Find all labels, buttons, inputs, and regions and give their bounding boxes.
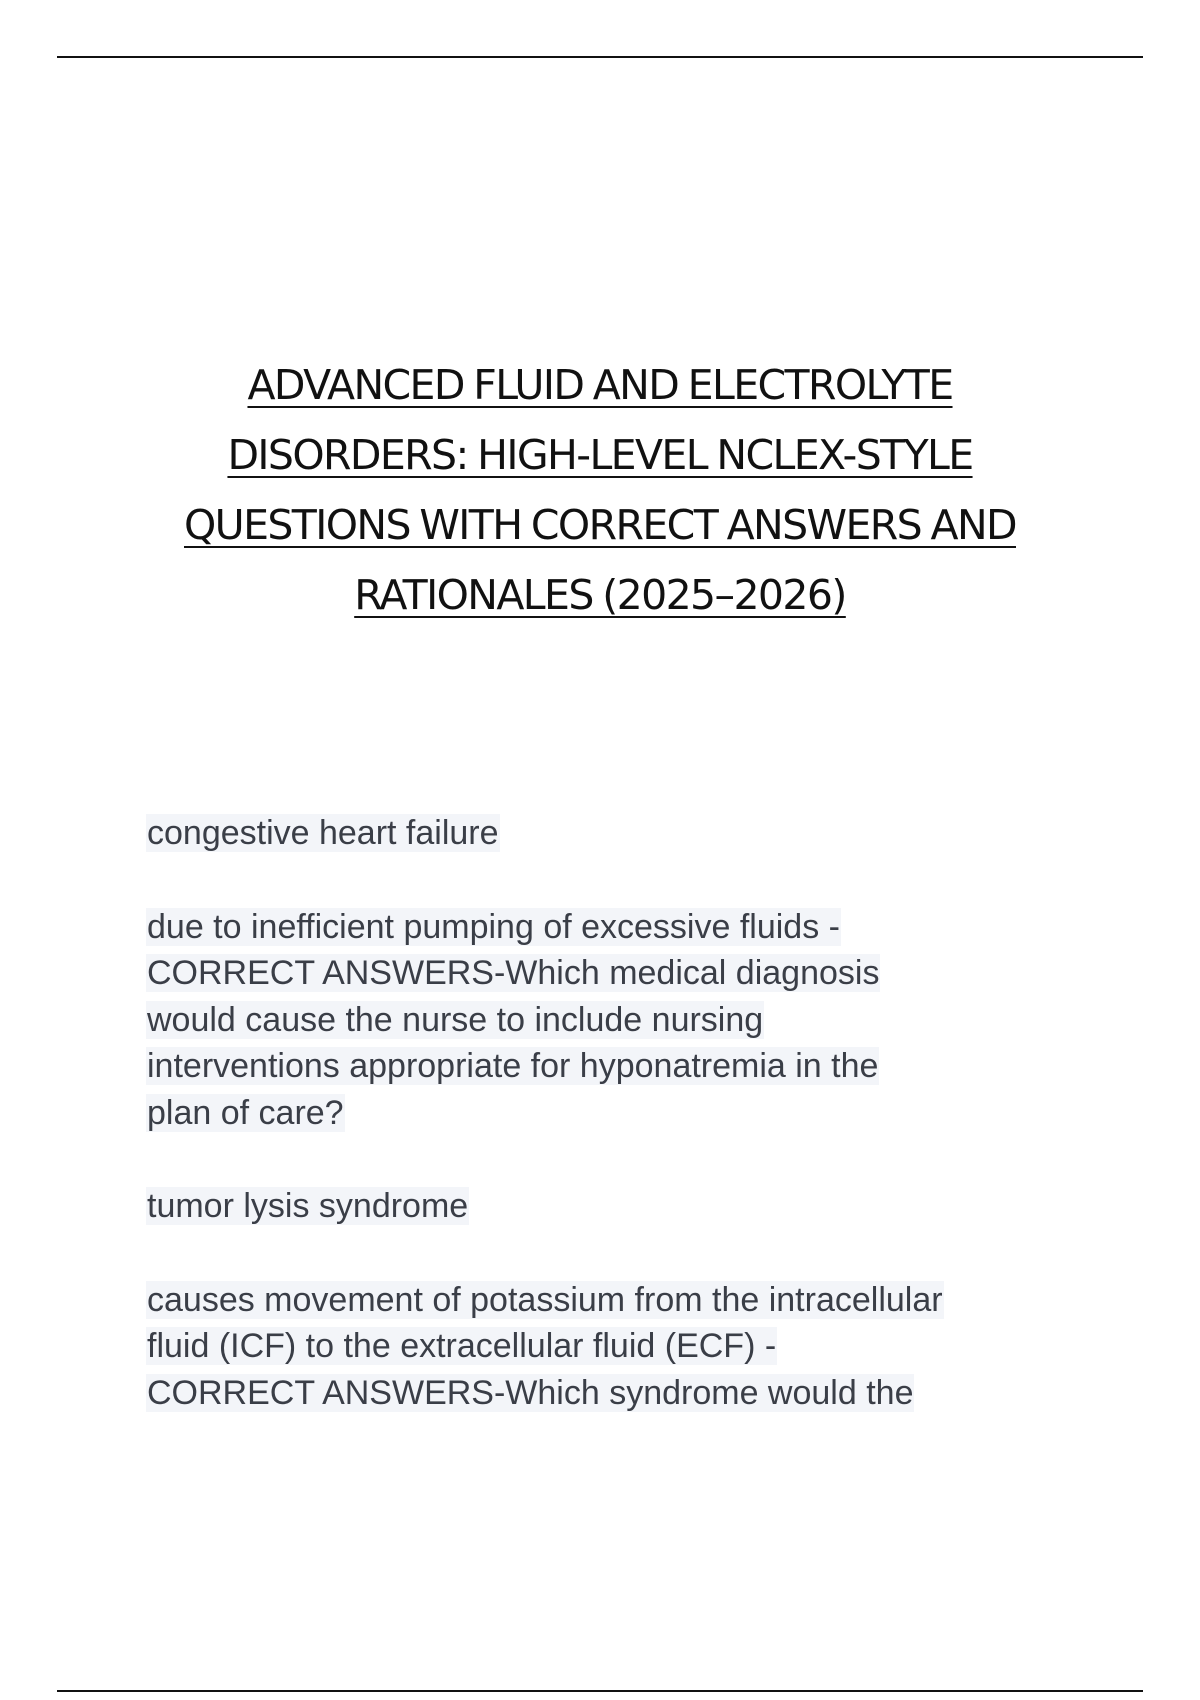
text-line-content: CORRECT ANSWERS-Which syndrome would the [147, 1373, 914, 1412]
title-line [100, 420, 1100, 490]
question-paragraph [146, 1277, 1106, 1417]
answer-paragraph [146, 810, 1106, 857]
text-line-content: would cause the nurse to include nursing [147, 1000, 764, 1039]
text-line [146, 1090, 1106, 1137]
text-line [146, 1043, 1106, 1090]
text-line-content: causes movement of potassium from the intracellular [147, 1280, 943, 1319]
title-line-text: QUESTIONS WITH CORRECT ANSWERS AND [184, 501, 1016, 549]
title-line [100, 350, 1100, 420]
text-line-content: plan of care? [147, 1093, 344, 1132]
document-title [100, 350, 1100, 630]
text-line [146, 1323, 1106, 1370]
text-line-content: due to inefficient pumping of excessive fluids - [147, 907, 840, 946]
title-line [100, 490, 1100, 560]
text-line-content: fluid (ICF) to the extracellular fluid (ECF) - [147, 1327, 777, 1365]
text-line [146, 950, 1106, 997]
text-line-content: congestive heart failure [147, 814, 499, 852]
text-line-content: CORRECT ANSWERS-Which medical diagnosis [147, 954, 880, 992]
text-line-content: interventions appropriate for hyponatremia in the [147, 1047, 879, 1085]
text-line-content: tumor lysis syndrome [147, 1187, 469, 1225]
text-line [146, 997, 1106, 1044]
footer-rule [57, 1690, 1143, 1692]
text-line [146, 810, 1106, 857]
header-rule [57, 56, 1143, 58]
title-line-text: DISORDERS: HIGH-LEVEL NCLEX-STYLE [227, 431, 973, 479]
answer-paragraph [146, 1183, 1106, 1230]
question-paragraph [146, 904, 1106, 1137]
title-line [100, 560, 1100, 630]
text-line [146, 1277, 1106, 1324]
title-line-text: ADVANCED FLUID AND ELECTROLYTE [247, 361, 953, 409]
document-body [146, 810, 1106, 1463]
text-line [146, 904, 1106, 951]
text-line [146, 1370, 1106, 1417]
title-line-text: RATIONALES (2025–2026) [354, 571, 846, 619]
text-line [146, 1183, 1106, 1230]
